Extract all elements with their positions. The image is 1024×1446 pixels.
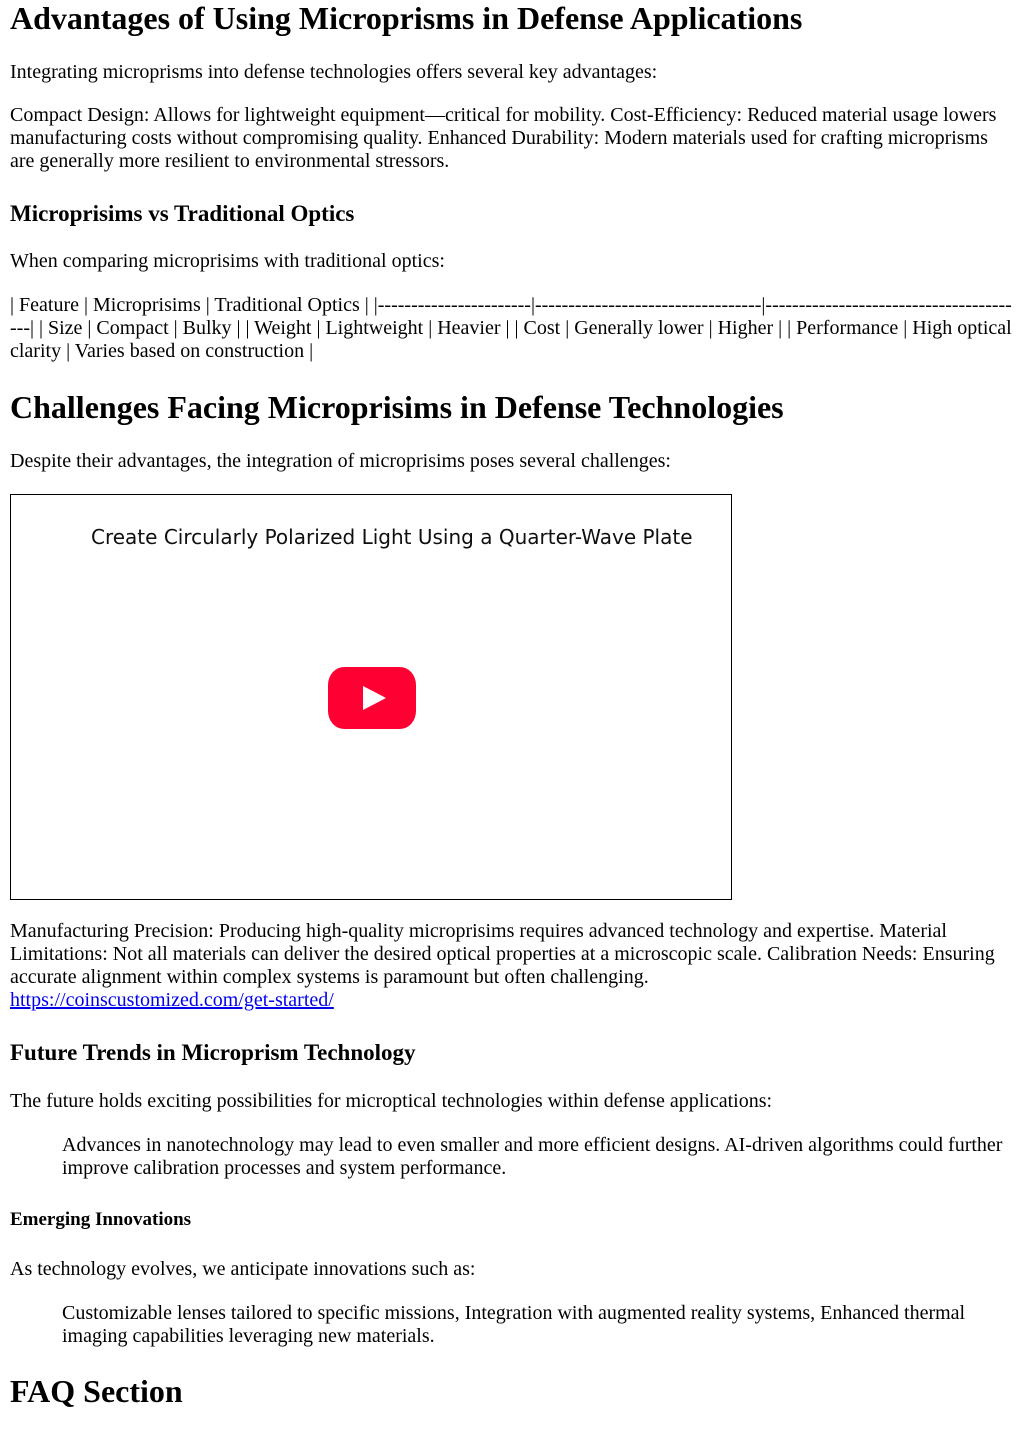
- challenges-heading: Challenges Facing Microprisims in Defense Technologies: [10, 389, 784, 425]
- advantages-intro: Integrating microprisms into defense technologies offers several key advantages:: [10, 61, 658, 83]
- advantages-heading: Advantages of Using Microprisms in Defense Applications: [10, 0, 803, 36]
- video-title[interactable]: Create Circularly Polarized Light Using a Quarter-Wave Plate: [91, 525, 693, 549]
- comparison-heading: Microprisims vs Traditional Optics: [10, 201, 355, 226]
- innovations-quote: Customizable lenses tailored to specific missions, Integration with augmented reality systems, Enhanced thermal imaging capabilities leveraging new materials.: [62, 1302, 966, 1347]
- get-started-link[interactable]: https://coinscustomized.com/get-started/: [10, 989, 334, 1011]
- future-quote: Advances in nanotechnology may lead to even smaller and more efficient designs. AI-driven algorithms could further improve calibration processes and system performance.: [62, 1134, 1003, 1179]
- comparison-intro: When comparing microprisims with traditional optics:: [10, 250, 445, 272]
- challenges-intro: Despite their advantages, the integration of microprisims poses several challenges:: [10, 450, 671, 472]
- advantages-points: Compact Design: Allows for lightweight equipment—critical for mobility. Cost-Efficiency: Reduced material usage lowers manufacturing costs without compromising quality. Enhanced Durability: Modern materials used for crafting microprisms are generally more resilient to environmental stressors.: [10, 104, 997, 172]
- video-embed[interactable]: [10, 494, 732, 900]
- innovations-heading: Emerging Innovations: [10, 1209, 192, 1230]
- innovations-intro: As technology evolves, we anticipate innovations such as:: [10, 1258, 476, 1280]
- faq-heading: FAQ Section: [10, 1373, 183, 1409]
- future-intro: The future holds exciting possibilities for microptical technologies within defense applications:: [10, 1090, 773, 1112]
- future-heading: Future Trends in Microprism Technology: [10, 1040, 416, 1065]
- play-icon[interactable]: [328, 667, 416, 729]
- challenges-points: Manufacturing Precision: Producing high-quality microprisims requires advanced technology and expertise. Material Limitations: Not all materials can deliver the desired optical properties at a microscopic scale. Calibration Needs: Ensuring accurate alignment within complex systems is paramount but often challenging.: [10, 920, 995, 988]
- comparison-table-text: | Feature | Microprisims | Traditional Optics | |-----------------------|----------------------------------|----------------------------------------| | Size | Compact | Bulky | | Weight | Lightweight | Heavier | | Cost | Generally lower | Higher | | Performance | High optical clarity | Varies based on construction |: [10, 294, 1012, 362]
